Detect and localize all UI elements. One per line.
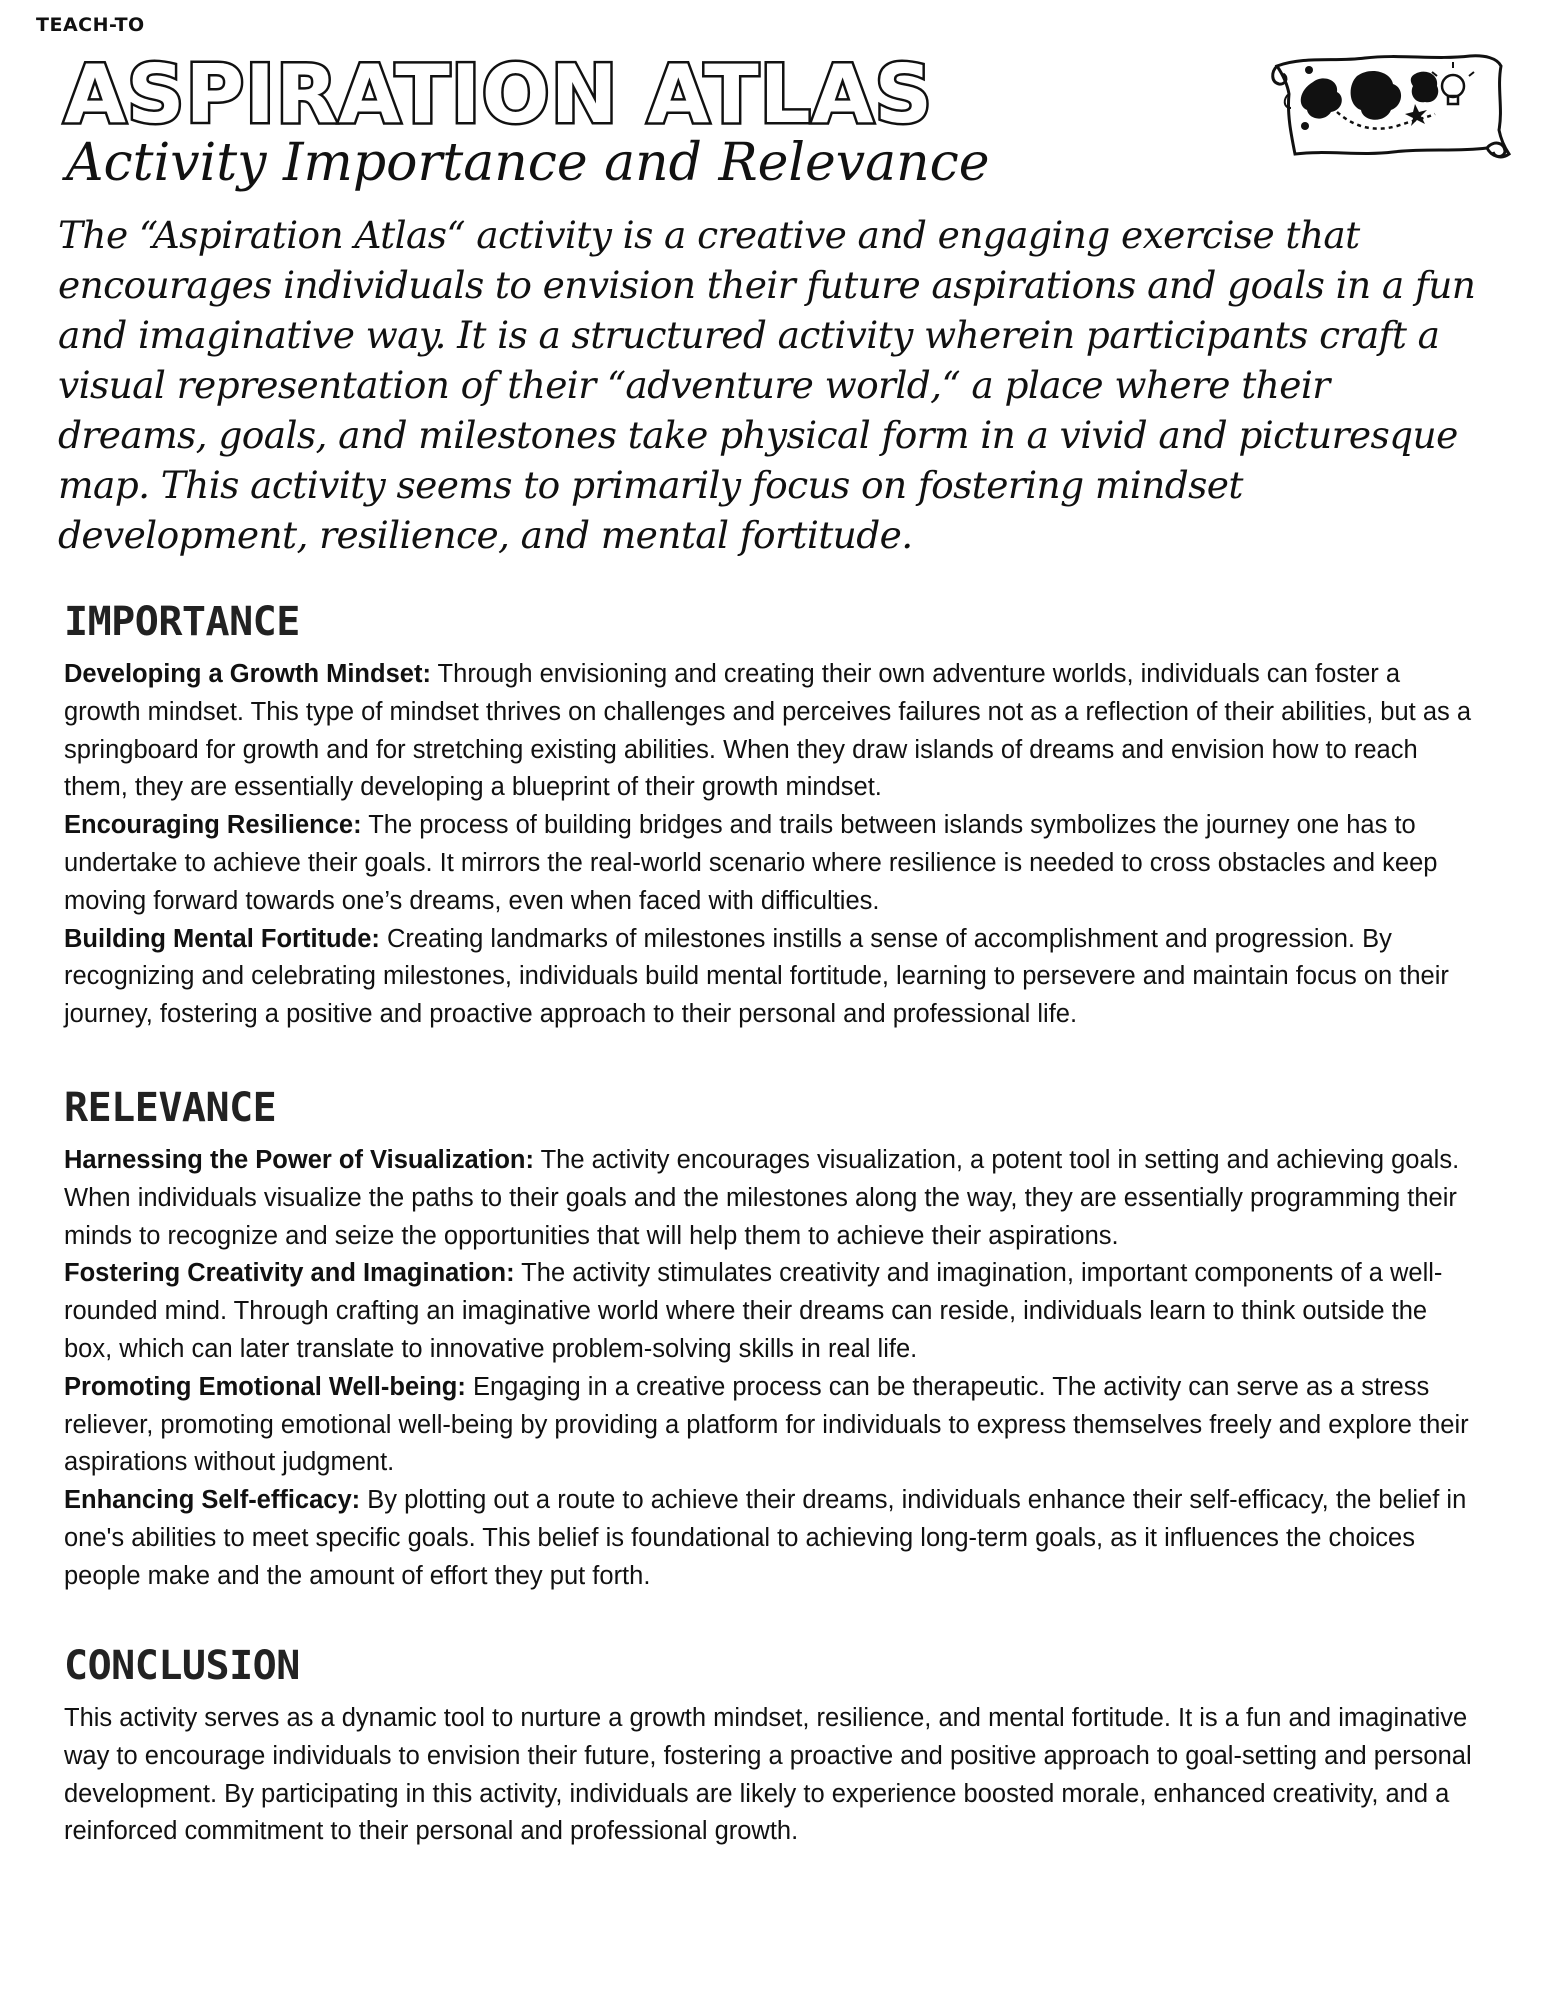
list-item: [64, 1482, 1474, 1595]
importance-heading: IMPORTANCE: [64, 599, 300, 645]
brand-label: TEACH-TO: [36, 14, 145, 36]
item-label: Harnessing the Power of Visualization:: [64, 1146, 534, 1174]
page-title: ASPIRATION ATLAS: [64, 48, 934, 141]
conclusion-heading: CONCLUSION: [64, 1643, 300, 1689]
list-item: [64, 1142, 1474, 1255]
relevance-section: [64, 1142, 1474, 1596]
relevance-heading: RELEVANCE: [64, 1085, 277, 1131]
item-text: By plotting out a route to achieve their dreams, individuals enhance their self-efficacy, the belief in one's abilities to meet specific goals. This belief is foundational to achieving long-term goals, as it influences the choices people make and the amount of effort they put forth.: [64, 1486, 1467, 1590]
list-item: [64, 807, 1474, 920]
conclusion-section: [64, 1700, 1474, 1851]
conclusion-text: This activity serves as a dynamic tool to nurture a growth mindset, resilience, and mental fortitude. It is a fun and imaginative way to encourage individuals to envision their future, fostering a proactive and positive approach to goal-setting and personal development. By participating in this activity, individuals are likely to experience boosted morale, enhanced creativity, and a reinforced commitment to their personal and professional growth.: [64, 1704, 1472, 1846]
item-label: Building Mental Fortitude:: [64, 924, 380, 953]
item-text: Engaging in a creative process can be therapeutic. The activity can serve as a stress reliever, promoting emotional well-being by providing a platform for individuals to express themselves freely and explore their aspirations without judgment.: [64, 1372, 1469, 1477]
item-label: Fostering Creativity and Imagination:: [64, 1259, 515, 1288]
item-text: The activity stimulates creativity and imagination, important components of a well-rounded mind. Through crafting an imaginative world where their dreams can reside, individuals learn to think outside the box, which can later translate to innovative problem-solving skills in real life.: [64, 1259, 1443, 1363]
item-label: Encouraging Resilience:: [64, 811, 362, 840]
item-label: Enhancing Self-efficacy:: [64, 1486, 361, 1515]
list-item: [64, 1369, 1474, 1482]
list-item: [64, 656, 1474, 807]
importance-section: [64, 656, 1474, 1034]
item-label: Developing a Growth Mindset:: [64, 660, 431, 688]
item-text: The process of building bridges and trails between islands symbolizes the journey one has to undertake to achieve their goals. It mirrors the real-world scenario where resilience is needed to cross obstacles and keep moving forward towards one’s dreams, even when faced with difficulties.: [64, 811, 1438, 915]
list-item: [64, 921, 1474, 1034]
item-text: The activity encourages visualization, a potent tool in setting and achieving goals. When individuals visualize the paths to their goals and the milestones along the way, they are essentially programming their minds to recognize and seize the opportunities that will help them to achieve their aspirations.: [64, 1146, 1460, 1250]
item-text: Through envisioning and creating their own adventure worlds, individuals can foster a growth mindset. This type of mindset thrives on challenges and perceives failures not as a reflection of their abilities, but as a springboard for growth and for stretching existing abilities. When they draw islands of dreams and envision how to reach them, they are essentially developing a blueprint of their growth mindset.: [64, 660, 1472, 802]
treasure-map-scroll-icon: [1265, 48, 1515, 163]
intro-paragraph: The “Aspiration Atlas“ activity is a creative and engaging exercise that encourages individuals to envision their future aspirations and goals in a fun and imaginative way. It is a structured activity wherein participants craft a visual representation of their “adventure world,“ a place where their dreams, goals, and milestones take physical form in a vivid and picturesque map. This activity seems to primarily focus on fostering mindset development, resilience, and mental fortitude.: [58, 213, 1476, 557]
list-item: [64, 1255, 1474, 1368]
page-subtitle: Activity Importance and Relevance: [66, 133, 990, 193]
item-label: Promoting Emotional Well-being:: [64, 1372, 466, 1401]
item-text: Creating landmarks of milestones instills a sense of accomplishment and progression. By recognizing and celebrating milestones, individuals build mental fortitude, learning to persevere and maintain focus on their journey, fostering a positive and proactive approach to their personal and professional life.: [64, 924, 1449, 1029]
